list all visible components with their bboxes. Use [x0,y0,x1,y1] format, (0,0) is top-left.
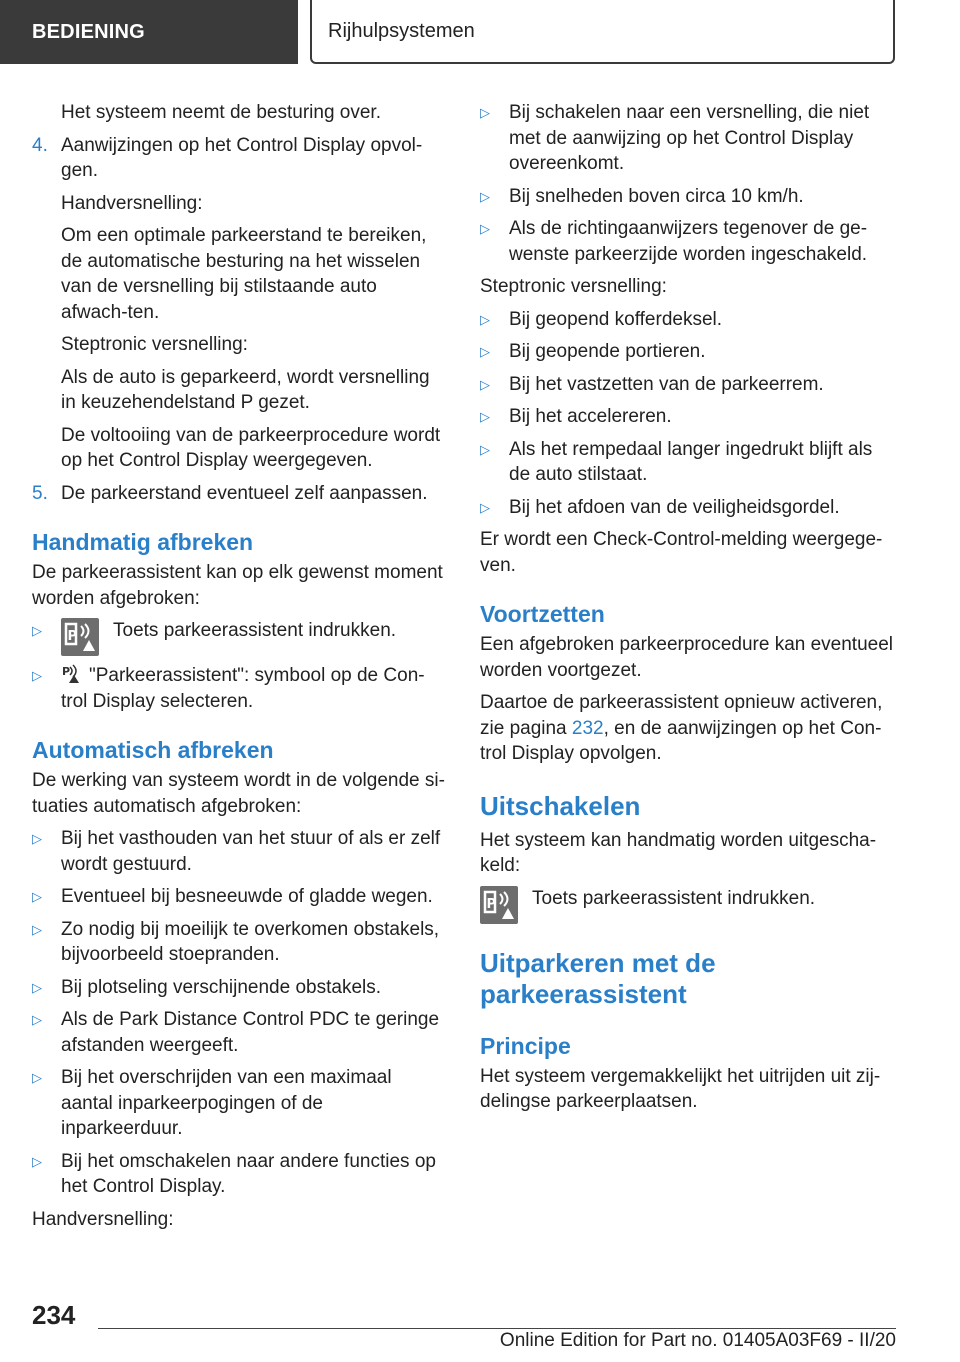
manual-bullet-2: "Parkeerassistent": symbool op de Con-trol Display selecteren. [61,665,425,712]
list-item: ▷ Bij het omschakelen naar andere functies op het Control Display. [32,1149,448,1200]
auto-abort-heading: Automatisch afbreken [32,737,274,763]
steptronic-label: Steptronic versnelling: [480,276,667,297]
list-item: ▷ Bij geopende portieren. [480,339,896,365]
switch-off-button-text: Toets parkeerassistent indrukken. [532,887,816,909]
triangle-bullet-icon: ▷ [32,921,42,937]
list-item: ▷ Bij het afdoen van de veiligheidsgordel. [480,495,896,521]
svg-text:P: P [486,896,497,912]
triangle-bullet-icon: ▷ [480,499,490,515]
edition-text: Online Edition for Part no. 01405A03F69 - II/20 [499,1330,896,1351]
page-number: 234 [32,1300,76,1330]
left-column [32,100,448,1239]
list-item: ▷ Bij schakelen naar een versnelling, die niet met de aanwijzing op het Control Display overeenkomt. [480,100,896,177]
section-tab: BEDIENING [0,0,298,64]
list-item: ▷ Bij geopend kofferdeksel. [480,307,896,333]
switch-off-button-row [480,886,896,924]
list-item: ▷ Bij het accelereren. [480,404,896,430]
auto-abort-list [32,826,448,1200]
park-assist-button-icon [61,618,99,656]
switch-off-text: Het systeem kan handmatig worden uitgescha-keld: [480,829,877,876]
page-header [0,0,960,66]
list-item: ▷ Bij snelheden boven circa 10 km/h. [480,184,896,210]
list-item: ▷ Als het rempedaal langer ingedrukt blijft als de auto stilstaat. [480,437,896,488]
svg-text:P: P [67,629,78,644]
step-4 [32,133,448,184]
footer-divider [98,1328,896,1329]
triangle-bullet-icon: ▷ [480,221,490,236]
triangle-bullet-icon: ▷ [32,623,42,638]
right-column [480,100,896,1122]
triangle-bullet-icon: ▷ [32,1012,42,1027]
done-text: De voltooiing van de parkeerprocedure wordt op het Control Display weergegeven. [61,424,441,471]
steptronic-label: Steptronic versnelling: [61,334,248,355]
triangle-bullet-icon: ▷ [32,889,42,904]
triangle-bullet-icon: ▷ [480,409,490,424]
abort-list-b [480,307,896,521]
list-item [32,663,448,714]
triangle-bullet-icon: ▷ [480,105,490,120]
triangle-bullet-icon: ▷ [32,668,42,683]
triangle-bullet-icon: ▷ [32,1153,42,1169]
step-text: De parkeerstand eventueel zelf aanpassen. [61,482,428,504]
list-item: ▷ Bij het overschrijden van een maximaal aantal inparkeerpogingen of de inparkeerduur. [32,1065,448,1142]
principle-text: Het systeem vergemakkelijkt het uitrijden uit zij-delingse parkeerplaatsen. [480,1065,881,1112]
continue-heading: Voortzetten [480,601,605,627]
chapter-title: Rijhulpsystemen [310,0,895,64]
continue-text: Een afgebroken parkeerprocedure kan eventueel worden voortgezet. [480,634,894,681]
manual-abort-text: De parkeerassistent kan op elk gewenst moment worden afgebroken: [32,562,443,609]
page-link[interactable]: 232 [571,717,604,739]
list-item [32,618,448,656]
svg-text:P: P [62,665,71,678]
switch-off-heading: Uitschakelen [480,790,641,821]
principle-heading: Principe [480,1032,571,1059]
hand-text: Om een optimale parkeerstand te bereiken, de automatische besturing na het wisselen van de versnelling bij stilstaande auto afwach-ten. [61,225,427,323]
list-item: ▷ Bij het vasthouden van het stuur of als er zelf wordt gestuurd. [32,826,448,877]
list-item: ▷ Als de richtingaanwijzers tegenover de ge-wenste parkeerzijde worden ingeschakeld. [480,216,896,267]
list-item: ▷ Zo nodig bij moeilijk te overkomen obstakels, bijvoorbeeld stoepranden. [32,917,448,968]
triangle-bullet-icon: ▷ [480,188,490,204]
triangle-bullet-icon: ▷ [32,831,42,846]
list-item: ▷ Bij plotseling verschijnende obstakels. [32,975,448,1001]
check-control-text: Er wordt een Check-Control-melding weergege-ven. [480,529,883,576]
list-item: ▷ Bij het vastzetten van de parkeerrem. [480,372,896,398]
step-number: 4. [32,134,48,156]
triangle-bullet-icon: ▷ [480,344,490,359]
hand-label-2: Handversnelling: [32,1208,174,1230]
step-5 [32,481,448,507]
step-number: 5. [32,482,48,504]
park-assist-symbol-icon [61,663,83,685]
list-item: ▷ Als de Park Distance Control PDC te geringe afstanden weergeeft. [32,1007,448,1058]
steptronic-text: Als de auto is geparkeerd, wordt versnelling in keuzehendelstand P gezet. [61,366,430,413]
triangle-bullet-icon: ▷ [480,311,490,327]
intro-text: Het systeem neemt de besturing over. [61,102,381,123]
auto-abort-text: De werking van systeem wordt in de volgende si-tuaties automatisch afgebroken: [32,770,445,817]
triangle-bullet-icon: ▷ [32,979,42,995]
list-item: ▷ Eventueel bij besneeuwde of gladde wegen. [32,884,448,910]
manual-abort-heading: Handmatig afbreken [32,529,254,555]
exit-parking-heading: Uitparkeren met de parkeerassistent [480,947,716,1009]
continue-text-2: Daartoe de parkeerassistent opnieuw activeren, zie pagina 232, en de aanwijzingen op het Con-trol Display opvolgen. [480,692,883,764]
step-text: Aanwijzingen op het Control Display opvol-gen. [61,134,423,181]
triangle-bullet-icon: ▷ [480,376,490,392]
triangle-bullet-icon: ▷ [32,1070,42,1085]
triangle-bullet-icon: ▷ [480,441,490,457]
hand-label: Handversnelling: [61,192,203,214]
park-assist-button-icon [480,886,518,924]
manual-bullet-1: Toets parkeerassistent indrukken. [113,620,397,641]
abort-list-a [480,100,896,267]
